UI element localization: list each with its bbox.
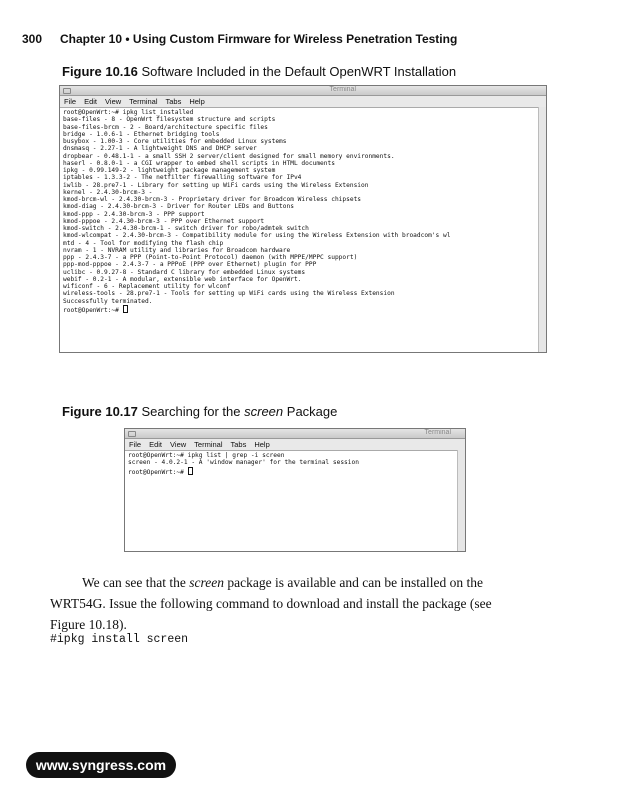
text-run-em: screen [189, 575, 224, 590]
menu-edit[interactable]: Edit [84, 97, 98, 106]
terminal-line: base-files-brcm - 2 - Board/architecture specific files [63, 123, 268, 131]
terminal-line: root@OpenWrt:~# ipkg list | grep -i screen [128, 452, 285, 459]
terminal-line: kmod-diag - 2.4.30-brcm-3 - Driver for Router LEDs and Buttons [63, 203, 294, 211]
terminal-line: kmod-wlcompat - 2.4.30-brcm-3 - Compatibility module for using the Wireless Extension with broadcom's wl [63, 232, 451, 240]
menu-bar [60, 96, 546, 108]
terminal-line: root@OpenWrt:~# ipkg list_installed [63, 109, 194, 116]
scrollbar[interactable] [457, 450, 465, 551]
terminal-line: base-files - 8 - OpenWrt filesystem structure and scripts [63, 116, 276, 124]
scrollbar[interactable] [538, 107, 546, 352]
terminal-line: ipkg - 0.99.149-2 - lightweight package management system [63, 167, 276, 174]
terminal-line: root@OpenWrt:~# [128, 467, 462, 476]
page-number: 300 [22, 32, 43, 46]
website-badge: www.syngress.com [26, 752, 176, 778]
window-title: Terminal [424, 429, 451, 436]
terminal-line: mtd - 4 - Tool for modifying the flash chip [63, 239, 224, 247]
terminal-line: dnsmasq - 2.27-1 - A lightweight DNS and DHCP server [63, 145, 257, 153]
menu-terminal[interactable]: Terminal [129, 97, 158, 106]
menu-view[interactable]: View [170, 440, 187, 449]
terminal-line: kmod-switch - 2.4.30-brcm-1 - switch driver for robo/admtek switch [63, 225, 309, 232]
terminal-window-2 [124, 428, 466, 552]
window-titlebar [60, 86, 546, 96]
menu-file[interactable]: File [64, 97, 77, 106]
terminal-line: wireless-tools - 28.pre7-1 - Tools for setting up WiFi cards using the Wireless Extension [63, 290, 395, 298]
para-line-2: WRT54G. Issue the following command to download and install the package (see [50, 596, 492, 611]
terminal-line: haserl - 0.8.0-1 - a CGI wrapper to embed shell scripts in HTML documents [63, 159, 335, 167]
body-paragraph [50, 572, 520, 635]
window-title: Terminal [329, 86, 356, 93]
terminal-line: kmod-pppoe - 2.4.30-brcm-3 - PPP over Ethernet support [63, 217, 265, 225]
terminal-window-1 [59, 85, 547, 353]
terminal-line: nvram - 1 - NVRAM utility and libraries for Broadcom hardware [63, 246, 291, 254]
para-line-1 [50, 572, 520, 593]
terminal-line: iwlib - 28.pre7-1 - Library for setting up WiFi cards using the Wireless Extension [63, 181, 369, 189]
menu-view[interactable]: View [105, 97, 122, 106]
window-menu-icon[interactable] [128, 431, 136, 437]
menu-tabs[interactable]: Tabs [230, 440, 247, 449]
terminal-line: kernel - 2.4.30-brcm-3 - [63, 188, 153, 196]
terminal-line: kmod-ppp - 2.4.30-brcm-3 - PPP support [63, 210, 205, 218]
menu-file[interactable]: File [129, 440, 142, 449]
terminal-line: bridge - 1.0.6-1 - Ethernet bridging tools [63, 130, 220, 138]
window-menu-icon[interactable] [63, 88, 71, 94]
menu-tabs[interactable]: Tabs [165, 97, 182, 106]
terminal-line: webif - 0.2-1 - A modular, extensible web interface for OpenWrt. [63, 275, 302, 283]
terminal-output[interactable] [125, 451, 465, 477]
para-line-3: Figure 10.18). [50, 617, 127, 632]
terminal-line: Successfully terminated. [63, 297, 153, 305]
terminal-line: wificonf - 6 - Replacement utility for wlconf [63, 283, 231, 290]
cursor-icon [123, 305, 128, 313]
cursor-icon [188, 467, 193, 475]
menu-edit[interactable]: Edit [149, 440, 163, 449]
command-example: #ipkg install screen [50, 633, 189, 646]
text-run: package is available and can be installed on the [223, 575, 484, 590]
window-titlebar [125, 429, 465, 439]
figure-caption-suffix: Package [283, 404, 338, 419]
terminal-output[interactable] [60, 108, 546, 315]
menu-terminal[interactable]: Terminal [194, 440, 223, 449]
text-run: We can see that the [82, 575, 190, 590]
figure-caption-10-16 [62, 64, 456, 79]
figure-caption-10-17 [62, 404, 337, 419]
figure-label: Figure 10.16 [62, 64, 138, 79]
terminal-line: busybox - 1.00-3 - Core utilities for embedded Linux systems [63, 138, 287, 145]
figure-caption-text: Software Included in the Default OpenWRT Installation [141, 64, 457, 79]
terminal-line: root@OpenWrt:~# [63, 305, 543, 314]
menu-help[interactable]: Help [189, 97, 205, 106]
chapter-title: Chapter 10 • Using Custom Firmware for Wireless Penetration Testing [60, 32, 458, 46]
terminal-line: uclibc - 0.9.27-8 - Standard C library for embedded Linux systems [63, 268, 306, 276]
menu-bar [125, 439, 465, 451]
terminal-line: iptables - 1.3.3-2 - The netfilter firewalling software for IPv4 [63, 174, 302, 182]
figure-label: Figure 10.17 [62, 404, 138, 419]
terminal-line: ppp - 2.4.3-7 - a PPP (Point-to-Point Protocol) daemon (with MPPE/MPPC support) [63, 254, 358, 261]
figure-caption-prefix: Searching for the [141, 404, 245, 419]
terminal-line: kmod-brcm-wl - 2.4.30-brcm-3 - Proprietary driver for Broadcom Wireless chipsets [63, 196, 362, 203]
running-header [22, 32, 457, 46]
figure-caption-em: screen [244, 404, 284, 419]
terminal-line: screen - 4.0.2-1 - A 'window manager' for the terminal session [128, 459, 359, 467]
menu-help[interactable]: Help [254, 440, 270, 449]
terminal-line: dropbear - 0.48.1-1 - a small SSH 2 server/client designed for small memory environments. [63, 152, 395, 160]
terminal-line: ppp-mod-pppoe - 2.4.3-7 - a PPPoE (PPP over Ethernet) plugin for PPP [63, 261, 317, 269]
